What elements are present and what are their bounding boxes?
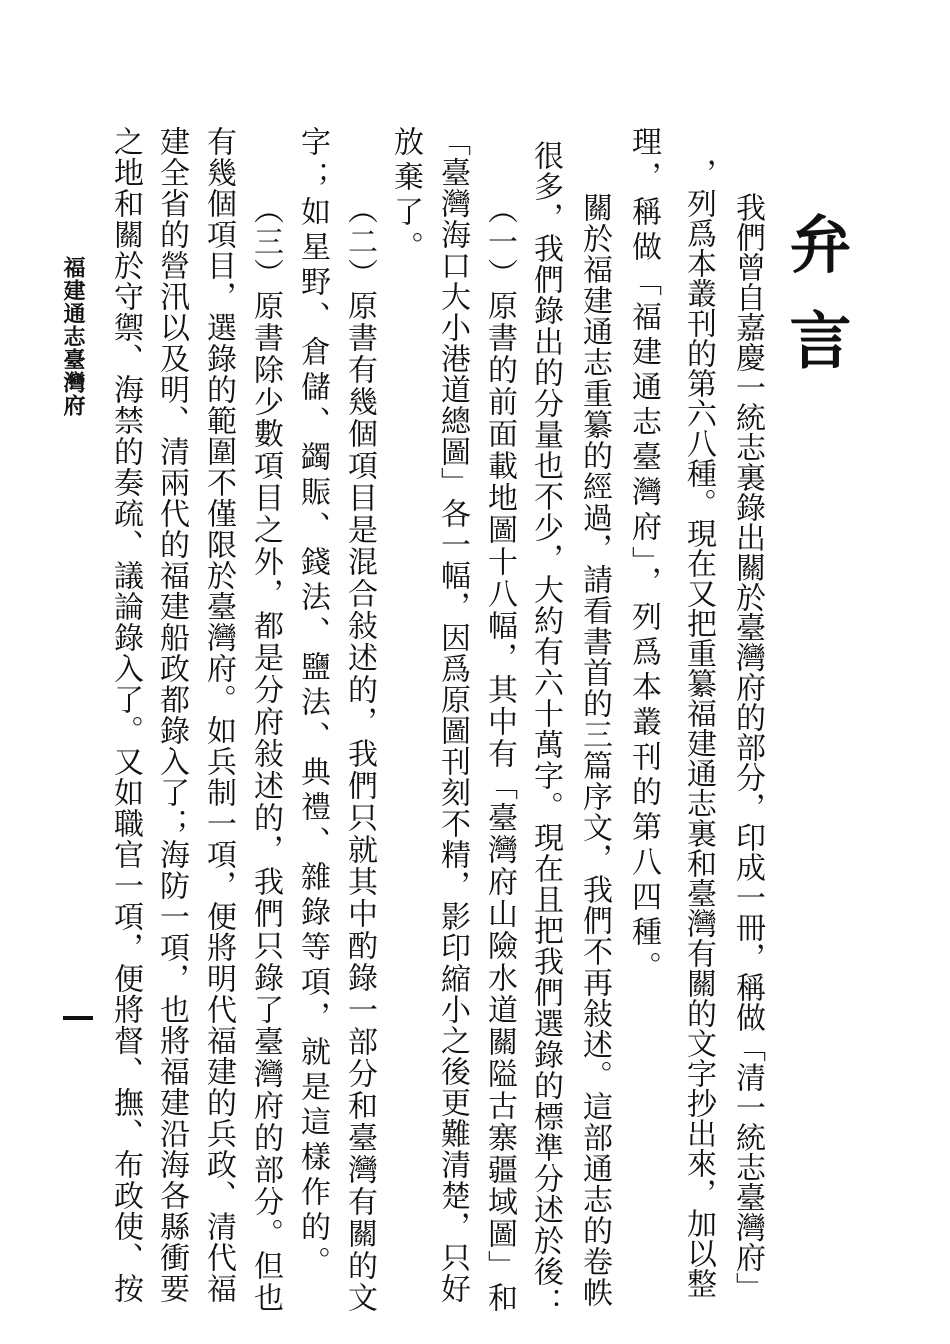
page-title: 弁言 — [779, 212, 852, 404]
text-column-13: 建全省的營汛以及明、清兩代的福建船政都錄入了；海防一項，也將福建沿海各縣衝要 — [154, 126, 189, 1304]
text-column-9: （二）原書有幾個項目是混合敍述的，我們只就其中酌錄一部分和臺灣有關的文 — [342, 194, 377, 1314]
text-column-2: ，列爲本叢刊的第六八種。現在又把重纂福建通志裏和臺灣有關的文字抄出來，加以整 — [681, 158, 716, 1298]
text-column-6: （一）原書的前面載地圖十八幅，其中有「臺灣府山險水道關隘古寨疆域圖」和 — [482, 194, 517, 1314]
text-column-12: 有幾個項目，選錄的範圍不僅限於臺灣府。如兵制一項，便將明代福建的兵政、清代福 — [201, 126, 236, 1304]
text-column-5: 很多，我們錄出的分量也不少，大約有六十萬字。現在且把我們選錄的標準分述於後： — [528, 140, 563, 1318]
text-column-10: 字；如星野、倉儲、蠲賑、錢法、鹽法、典禮、雜錄等項，就是這樣作的。 — [295, 126, 330, 1281]
running-title: 福建通志臺灣府 — [60, 256, 86, 417]
text-column-8: 放棄了。 — [388, 126, 423, 266]
text-column-14: 之地和關於守禦、海禁的奏疏、議論錄入了。又如職官一項，便將督、撫、布政使、按 — [108, 126, 143, 1304]
page-number — [63, 1016, 93, 1020]
text-column-4: 關於福建通志重纂的經過，請看書首的三篇序文，我們不再敍述。這部通志的卷帙 — [577, 192, 612, 1308]
text-column-3: 理，稱做「福建通志臺灣府」，列爲本叢刊的第八四種。 — [626, 126, 661, 986]
text-column-1: 我們曾自嘉慶一統志裏錄出關於臺灣府的部分，印成一冊，稱做「清一統志臺灣府」 — [730, 192, 765, 1302]
text-column-11: （三）原書除少數項目之外，都是分府敍述的，我們只錄了臺灣府的部分。但也 — [248, 194, 283, 1314]
text-column-7: 「臺灣海口大小港道總圖」各一幅，因爲原圖刊刻不精，影印縮小之後更難清楚，只好 — [435, 126, 470, 1304]
